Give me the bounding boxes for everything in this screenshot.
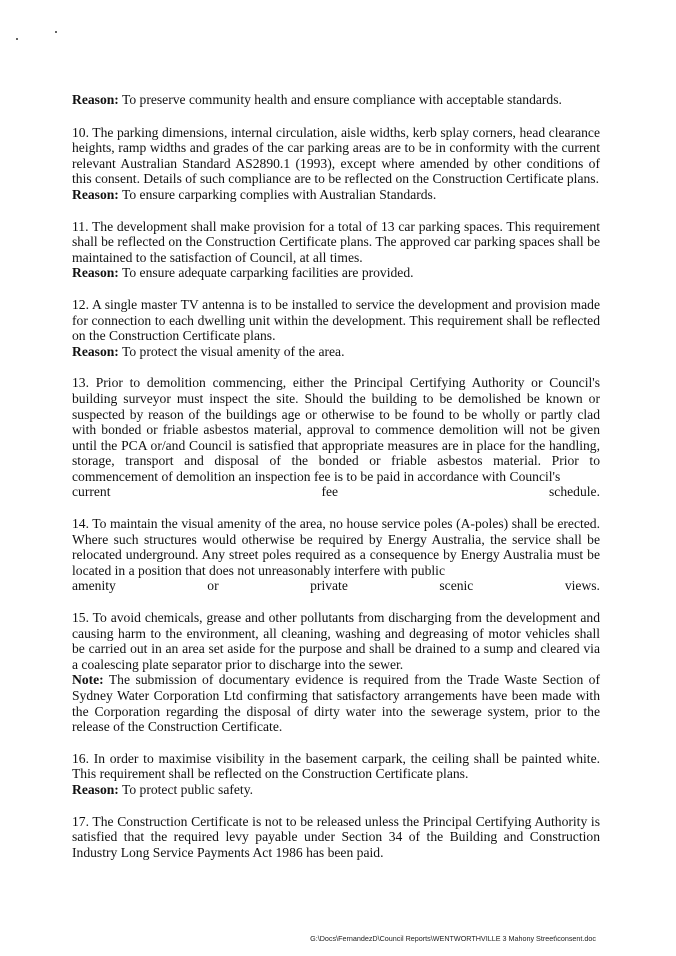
condition-11-paragraph [72, 219, 600, 281]
word: current [72, 484, 111, 500]
condition-text: 14. To maintain the visual amenity of the area, no house service poles (A-poles) shall be erected. Where such structures would otherwise be required by Energy Australia, the service shall be relocated underground. Any street poles required as a consequence by Energy Australia must be located in a position that does not unreasonably interfere with public [72, 516, 600, 578]
reason-label: Reason: [72, 781, 119, 797]
justified-last-line [72, 578, 600, 594]
reason-text: To protect the visual amenity of the area. [118, 343, 345, 359]
word: amenity [72, 578, 116, 594]
condition-10-paragraph [72, 125, 600, 203]
word: or [207, 578, 219, 594]
reason-label: Reason: [72, 343, 119, 359]
note-line [72, 672, 600, 734]
word: private [310, 578, 348, 594]
condition-13-paragraph [72, 375, 600, 500]
condition-text: 10. The parking dimensions, internal circulation, aisle widths, kerb splay corners, head clearance heights, ramp widths and grades of the car parking areas are to be in conformity with the current relevant Australian Standard AS2890.1 (1993), except where amended by other conditions of this consent. Details of such compliance are to be reflected on the Construction Certificate plans. [72, 124, 600, 187]
scan-speck [16, 38, 18, 40]
scan-speck [55, 31, 57, 33]
word: scenic [439, 578, 474, 594]
reason-line [72, 92, 600, 108]
note-text: The submission of documentary evidence is required from the Trade Waste Section of Sydney Water Corporation Ltd confirming that satisfactory arrangements have been made with the Corporation regarding the disposal of dirty water into the sewerage system, prior to the release of the Construction Certificate. [72, 672, 600, 735]
file-path-footer: G:\Docs\FernandezD\Council Reports\WENTWORTHVILLE 3 Mahony Street\consent.doc [310, 934, 596, 943]
condition-text: 17. The Construction Certificate is not to be released unless the Principal Certifying Authority is satisfied that the required levy payable under Section 34 of the Building and Construction Industry Long Service Payments Act 1986 has been paid. [72, 813, 600, 860]
document-body [72, 92, 600, 876]
condition-text: 11. The development shall make provision for a total of 13 car parking spaces. This requirement shall be reflected on the Construction Certificate plans. The approved car parking spaces shall be maintained to the satisfaction of Council, at all times. [72, 218, 600, 265]
reason-label: Reason: [72, 186, 119, 202]
condition-14-paragraph [72, 516, 600, 594]
reason-line [72, 344, 600, 360]
reason-label: Reason: [72, 92, 119, 107]
reason-label: Reason: [72, 265, 119, 281]
condition-12-paragraph [72, 297, 600, 359]
condition-text: 16. In order to maximise visibility in the basement carpark, the ceiling shall be painted white. This requirement shall be reflected on the Construction Certificate plans. [72, 750, 600, 782]
condition-text: 13. Prior to demolition commencing, either the Principal Certifying Authority or Council's building surveyor must inspect the site. Should the building to be demolished be known or suspected by reason of the buildings age or otherwise to be found to be wholly or partly clad with bonded or friable asbestos material, approval to commence demolition will not be given until the PCA or/and Council is satisfied that appropriate measures are in place for the handling, storage, transport and disposal of the bonded or friable asbestos material. Prior to commencement of demolition an inspection fee is to be paid in accordance with Council's [72, 375, 600, 484]
note-label: Note: [72, 672, 104, 688]
word: views. [564, 578, 600, 594]
condition-17-paragraph [72, 814, 600, 861]
justified-last-line [72, 484, 600, 500]
reason-line [72, 782, 600, 798]
reason-text: To preserve community health and ensure compliance with acceptable standards. [118, 92, 562, 107]
reason-text: To protect public safety. [118, 781, 254, 797]
condition-text: 12. A single master TV antenna is to be installed to service the development and provision made for connection to each dwelling unit within the development. This requirement shall be reflected on the Construction Certificate plans. [72, 296, 600, 344]
condition-16-paragraph [72, 751, 600, 798]
condition-15-paragraph [72, 610, 600, 735]
reason-line [72, 265, 600, 281]
word: fee [321, 484, 339, 500]
reason-paragraph-9 [72, 92, 600, 108]
condition-text: 15. To avoid chemicals, grease and other pollutants from discharging from the development and causing harm to the environment, all cleaning, washing and degreasing of motor vehicles shall be carried out in an area set aside for the purpose and shall be drained to a sump and cleared via a coalescing plate separator prior to discharge into the sewer. [72, 610, 600, 672]
word: schedule. [549, 484, 600, 500]
reason-line [72, 187, 600, 203]
reason-text: To ensure adequate carparking facilities are provided. [118, 265, 414, 281]
reason-text: To ensure carparking complies with Australian Standards. [118, 186, 437, 202]
